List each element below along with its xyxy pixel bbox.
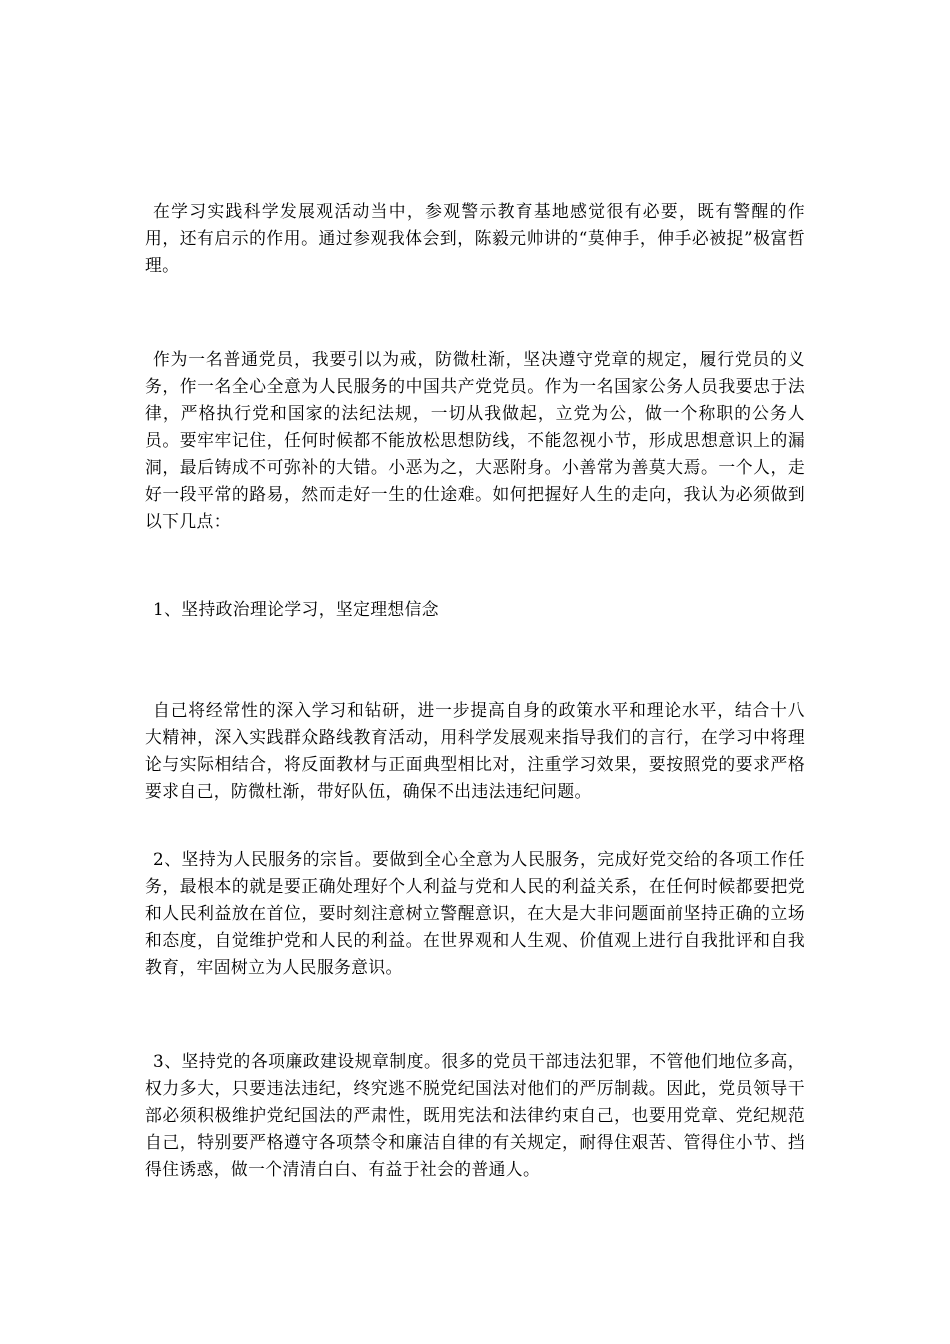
paragraph-study: 自己将经常性的深入学习和钻研，进一步提高自身的政策水平和理论水平，结合十八大精神，深入实践群众路线教育活动，用科学发展观来指导我们的言行，在学习中将理论与实际相结合，将反面教材与正面典型相比对，注重学习效果，要按照党的要求严格要求自己，防微杜渐，带好队伍，确保不出违法违纪问题。 — [145, 700, 805, 801]
paragraph-point-2: 2、坚持为人民服务的宗旨。要做到全心全意为人民服务，完成好党交给的各项工作任务，最根本的就是要正确处理好个人利益与党和人民的利益关系，在任何时候都要把党和人民利益放在首位，要时刻注意树立警醒意识，在大是大非问题面前坚持正确的立场和态度，自觉维护党和人民的利益。在世界观和人生观、价值观上进行自我批评和自我教育，牢固树立为人民服务意识。 — [145, 849, 805, 977]
paragraph-intro: 在学习实践科学发展观活动当中，参观警示教育基地感觉很有必要，既有警醒的作用，还有启示的作用。通过参观我体会到，陈毅元帅讲的“莫伸手，伸手必被捉”极富哲理。 — [145, 201, 805, 275]
paragraph-party-member: 作为一名普通党员，我要引以为戒，防微杜渐，坚决遵守党章的规定，履行党员的义务，作一名全心全意为人民服务的中国共产党党员。作为一名国家公务人员我要忠于法律，严格执行党和国家的法纪法规，一切从我做起，立党为公，做一个称职的公务人员。要牢牢记住，任何时候都不能放松思想防线，不能忽视小节，形成思想意识上的漏洞，最后铸成不可弥补的大错。小恶为之，大恶附身。小善常为善莫大焉。一个人，走好一段平常的路易，然而走好一生的仕途难。如何把握好人生的走向，我认为必须做到以下几点： — [145, 349, 805, 531]
paragraph-point-3: 3、坚持党的各项廉政建设规章制度。很多的党员干部违法犯罪，不管他们地位多高，权力多大，只要违法违纪，终究逃不脱党纪国法对他们的严厉制裁。因此，党员领导干部必须积极维护党纪国法的严肃性，既用宪法和法律约束自己，也要用党章、党纪规范自己，特别要严格遵守各项禁令和廉洁自律的有关规定，耐得住艰苦、管得住小节、挡得住诱惑，做一个清清白白、有益于社会的普通人。 — [145, 1051, 805, 1179]
heading-point-1: 1、坚持政治理论学习，坚定理想信念 — [153, 599, 439, 619]
